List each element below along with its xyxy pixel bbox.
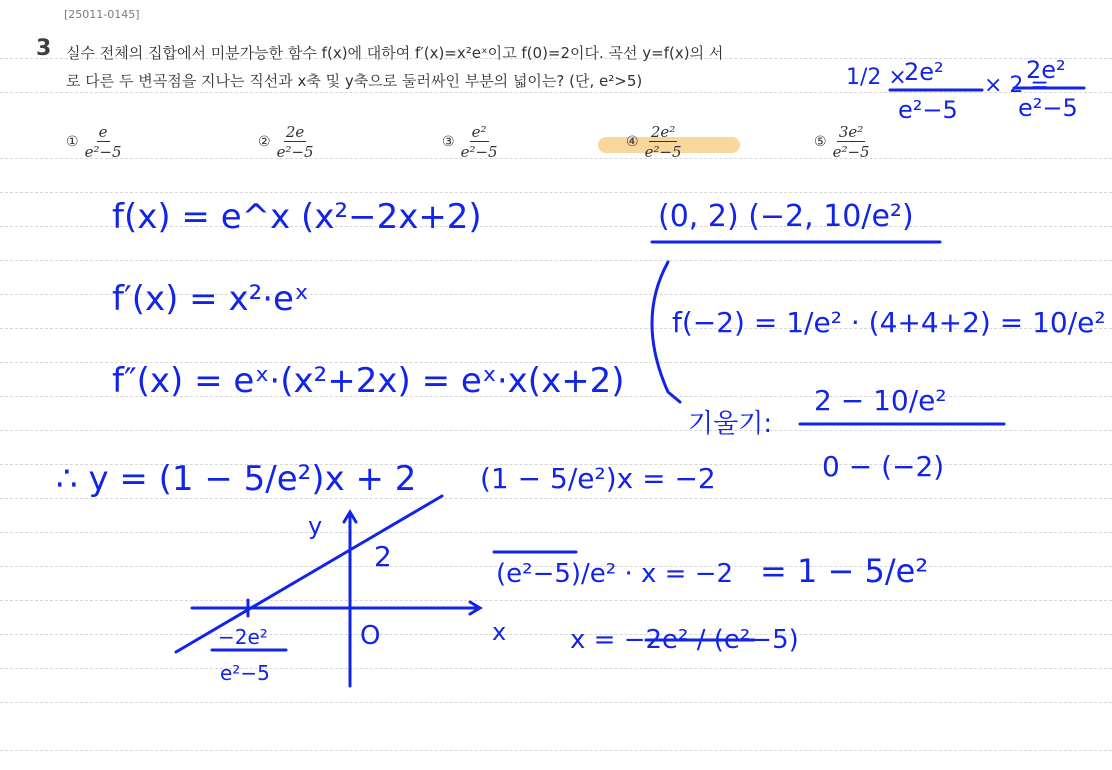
hw-graph-2: 2 (374, 540, 392, 573)
graph-y-arrow (344, 512, 356, 522)
choice-3-number: ③ (442, 134, 455, 150)
choice-2-denominator: e²−5 (276, 142, 314, 161)
choice-3-numerator: e² (471, 122, 487, 141)
graph-line (176, 496, 442, 652)
hw-line-eq: ∴ y = (1 − 5/e²)x + 2 (56, 459, 417, 499)
hw-graph-y: y (308, 512, 323, 540)
hw-fpx: f′(x) = x²·eˣ (112, 279, 310, 319)
graph-x-arrow (470, 602, 480, 614)
hw-slope-eq: = 1 − 5/e² (760, 552, 929, 590)
problem-line-2: 로 다른 두 변곡점을 지나는 직선과 x축 및 y축으로 둘러싸인 부분의 넓이는? (단, e²>5) (66, 72, 643, 90)
hw-area-frac-den: e²−5 (898, 96, 958, 124)
choice-3[interactable] (442, 118, 498, 166)
hw-f-neg2: f(−2) = 1/e² · (4+4+2) = 10/e² (672, 306, 1106, 339)
hw-graph-x: x (492, 618, 507, 646)
choice-2-numerator: 2e (285, 122, 305, 141)
hw-area-times: × 2 = (984, 73, 1049, 98)
hw-solve2: (e²−5)/e² · x = −2 (496, 559, 734, 589)
choice-1[interactable] (66, 118, 122, 166)
choice-1-denominator: e²−5 (84, 142, 122, 161)
hw-slope-den: 0 − (−2) (822, 450, 945, 483)
choice-2[interactable] (258, 118, 314, 166)
choice-5[interactable] (814, 118, 870, 166)
choice-2-fraction (277, 123, 314, 162)
hw-fppx: f″(x) = eˣ·(x²+2x) = eˣ·x(x+2) (112, 361, 625, 401)
choice-4-numerator: 2e² (650, 122, 676, 141)
hw-graph-xint-num: −2e² (218, 625, 268, 649)
problem-statement (66, 39, 996, 95)
choice-2-number: ② (258, 134, 271, 150)
hw-fx: f(x) = e^x (x²−2x+2) (112, 197, 482, 237)
hw-area-prefix: 1/2 × (846, 65, 907, 90)
choice-4-fraction (645, 123, 682, 162)
hw-points: (0, 2) (−2, 10/e²) (658, 199, 914, 234)
choice-5-fraction (833, 123, 870, 162)
choice-3-denominator: e²−5 (460, 142, 498, 161)
bracket-arrow (652, 262, 680, 402)
hw-slope-label: 기울기: (688, 409, 773, 439)
problem-line-1: 실수 전체의 집합에서 미분가능한 함수 f(x)에 대하여 f′(x)=x²eˣ이고 f(0)=2이다. 곡선 y=f(x)의 서 (66, 44, 724, 62)
hw-solve1: (1 − 5/e²)x = −2 (480, 462, 716, 495)
hw-graph-origin: O (360, 621, 381, 651)
hw-graph-xint-den: e²−5 (220, 661, 270, 685)
choice-5-denominator: e²−5 (832, 142, 870, 161)
choice-1-numerator: e (98, 122, 108, 141)
answer-choices (66, 118, 946, 168)
choice-5-numerator: 3e² (838, 122, 864, 141)
hw-area-frac-num: 2e² (904, 58, 944, 86)
choice-4-denominator: e²−5 (644, 142, 682, 161)
choice-4[interactable] (626, 118, 682, 166)
hw-solve3: x = −2e² / (e²−5) (570, 625, 799, 655)
hw-area-result-den: e²−5 (1018, 94, 1078, 122)
choice-1-fraction (85, 123, 122, 162)
problem-number: 3 (36, 36, 52, 61)
choice-1-number: ① (66, 134, 79, 150)
hw-slope-num: 2 − 10/e² (814, 384, 947, 417)
choice-5-number: ⑤ (814, 134, 827, 150)
choice-4-number: ④ (626, 134, 639, 150)
problem-code: [25011-0145] (64, 8, 140, 21)
hw-area-result-num: 2e² (1026, 56, 1066, 84)
choice-3-fraction (461, 123, 498, 162)
